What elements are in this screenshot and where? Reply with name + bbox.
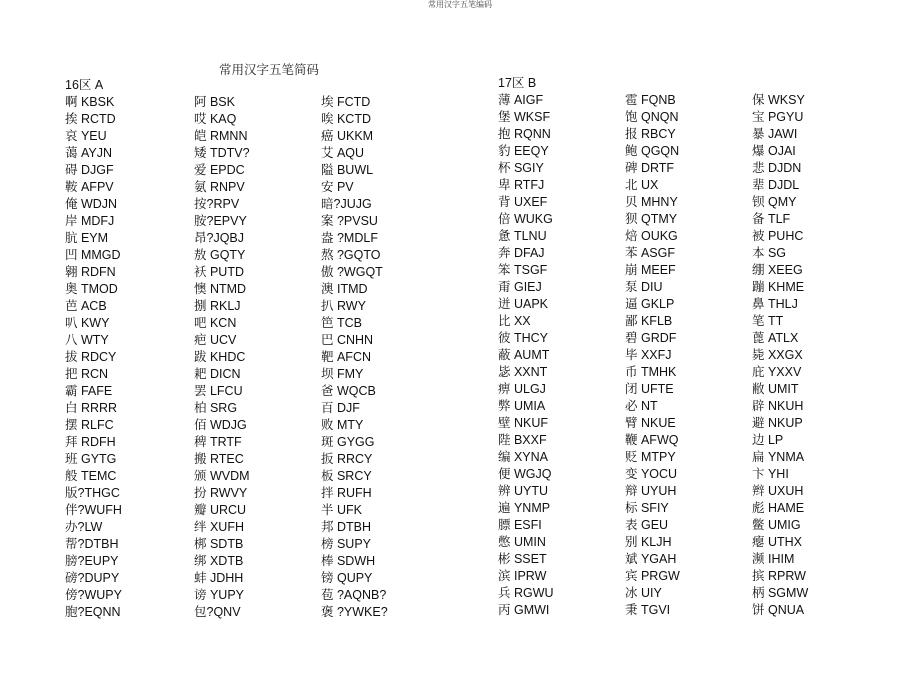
code-entry: 背 UXEF [498,195,548,209]
section-label-b: 17区 B [498,76,537,90]
code-entry: 伴?WUFH [65,503,122,517]
code-entry: 边 LP [752,433,784,447]
code-entry: 包?QNV [194,605,241,619]
code-entry: 濒 IHIM [752,552,795,566]
code-entry: 辟 NKUH [752,399,804,413]
code-entry: 堡 WKSF [498,110,551,124]
code-entry: 阿 BSK [194,95,235,109]
code-entry: 班 GYTG [65,452,117,466]
code-entry: 饱 QNQN [625,110,679,124]
code-entry: 币 TMHK [625,365,677,379]
code-entry: 钡 QMY [752,195,797,209]
code-entry: 癌 UKKM [321,129,374,143]
code-entry: 毙 XXGX [752,348,803,362]
code-entry: 绷 XEEG [752,263,803,277]
code-entry: 氨 RNPV [194,180,245,194]
code-entry: 迸 UAPK [498,297,549,311]
code-entry: 按?RPV [194,197,240,211]
code-entry: 比 XX [498,314,531,328]
code-entry: 暗?JUJG [321,197,372,211]
code-entry: 蔼 AYJN [65,146,112,160]
code-entry: 蔽 AUMT [498,348,550,362]
section-a-column-3 [321,94,388,621]
code-entry: 报 RBCY [625,127,676,141]
code-entry: 辨 UYTU [498,484,549,498]
code-entry: 倍 WUKG [498,212,553,226]
code-entry: 疤 UCV [194,333,237,347]
code-entry: 柏 SRG [194,401,238,415]
code-entry: 皑 RMNN [194,129,248,143]
code-entry: 焙 OUKG [625,229,678,243]
code-entry: 杯 SGIY [498,161,544,175]
code-entry: 编 XYNA [498,450,549,464]
code-entry: 胺?EPVY [194,214,247,228]
code-entry: 惫 TLNU [498,229,547,243]
code-entry: 狈 QTMY [625,212,678,226]
code-entry: 帮?DTBH [65,537,119,551]
code-entry: 傲 ?WGQT [321,265,383,279]
code-entry: 肮 EYM [65,231,109,245]
code-entry: 碍 DJGF [65,163,114,177]
code-entry: 盎 ?MDLF [321,231,378,245]
code-entry: 磅?DUPY [65,571,120,585]
code-entry: 憋 UMIN [498,535,546,549]
code-entry: 避 NKUP [752,416,803,430]
code-entry: 鳖 UMIG [752,518,801,532]
code-entry: 臂 NKUE [625,416,676,430]
code-entry: 表 GEU [625,518,669,532]
code-entry: 彪 HAME [752,501,805,515]
code-entry: 榜 SUPY [321,537,372,551]
code-entry: 艾 AQU [321,146,365,160]
code-entry: 哀 YEU [65,129,107,143]
code-entry: 爸 WQCB [321,384,376,398]
code-entry: 办?LW [65,520,103,534]
code-entry: 罢 LFCU [194,384,243,398]
code-entry: 吧 KCN [194,316,237,330]
code-entry: 碧 GRDF [625,331,677,345]
code-entry: 哎 KAQ [194,112,237,126]
code-entry: 标 SFIY [625,501,669,515]
page-title: 常用汉字五笔简码 [219,62,320,77]
code-entry: 谤 YUPY [194,588,245,602]
code-entry: 梆 SDTB [194,537,244,551]
code-entry: 岸 MDFJ [65,214,115,228]
code-entry: 笆 TCB [321,316,362,330]
code-entry: 熬 ?GQTO [321,248,381,262]
code-entry: 靶 AFCN [321,350,372,364]
code-entry: 暴 JAWI [752,127,798,141]
code-entry: 敝 UMIT [752,382,799,396]
code-entry: 斌 YGAH [625,552,677,566]
code-entry: 白 RRRR [65,401,118,415]
code-entry: 秉 TGVI [625,603,671,617]
code-entry: 滨 IPRW [498,569,547,583]
code-entry: 矮 TDTV? [194,146,250,160]
code-entry: 辩 UYUH [625,484,677,498]
section-label-a: 16区 A [65,78,104,92]
code-entry: 彬 SSET [498,552,547,566]
code-entry: 爆 OJAI [752,144,796,158]
code-entry: 兵 RGWU [498,586,554,600]
code-entry: 巴 CNHN [321,333,374,347]
code-entry: 跋 KHDC [194,350,246,364]
section-a-column-2 [194,94,250,621]
code-entry: 蹦 KHME [752,280,805,294]
code-entry: 绑 XDTB [194,554,244,568]
code-entry: 扒 RWY [321,299,366,313]
code-entry: 佰 WDJG [194,418,247,432]
code-entry: 辫 UXUH [752,484,804,498]
code-entry: 般 TEMC [65,469,117,483]
code-entry: 宝 PGYU [752,110,804,124]
code-entry: 辈 DJDL [752,178,800,192]
code-entry: 弊 UMIA [498,399,546,413]
code-entry: 笨 TSGF [498,263,548,277]
code-entry: 鞍 AFPV [65,180,114,194]
code-entry: 啊 KBSK [65,95,115,109]
code-entry: 棒 SDWH [321,554,376,568]
code-entry: 拔 RDCY [65,350,117,364]
code-entry: 毖 XXNT [498,365,548,379]
code-entry: 昂?JQBJ [194,231,245,245]
code-entry: 隘 BUWL [321,163,374,177]
code-entry: 唉 KCTD [321,112,372,126]
code-entry: 崩 MEEF [625,263,676,277]
code-entry: 碑 DRTF [625,161,675,175]
code-entry: 斑 GYGG [321,435,375,449]
code-entry: 泵 DIU [625,280,663,294]
code-entry: 埃 FCTD [321,95,371,109]
code-entry: 贬 MTPY [625,450,676,464]
code-entry: 闭 UFTE [625,382,674,396]
code-entry: 扮 RWVY [194,486,248,500]
code-entry: 遍 YNMP [498,501,551,515]
code-entry: 宾 PRGW [625,569,680,583]
code-entry: 瘪 UTHX [752,535,803,549]
code-entry: 爱 EPDC [194,163,245,177]
code-entry: 褒 ?YWKE? [321,605,388,619]
section-b-column-1 [498,92,554,619]
code-entry: 贝 MHNY [625,195,678,209]
code-entry: 膀?EUPY [65,554,119,568]
code-entry: 柄 SGMW [752,586,809,600]
code-entry: 卞 YHI [752,467,789,481]
code-entry: 鲍 QGQN [625,144,680,158]
code-entry: 扁 YNMA [752,450,805,464]
code-entry: 丙 GMWI [498,603,550,617]
code-entry: 颁 WVDM [194,469,250,483]
code-entry: 八 WTY [65,333,109,347]
code-entry: 奔 DFAJ [498,246,545,260]
code-entry: 安 PV [321,180,354,194]
code-entry: 邦 DTBH [321,520,372,534]
code-entry: 痹 ULGJ [498,382,546,396]
code-entry: 庇 YXXV [752,365,802,379]
code-entry: 俺 WDJN [65,197,118,211]
code-entry: 搬 RTEC [194,452,244,466]
code-entry: 扳 RRCY [321,452,373,466]
code-entry: 镑 QUPY [321,571,373,585]
section-a-column-1 [65,94,122,621]
code-entry: 耙 DICN [194,367,241,381]
code-entry: 毕 XXFJ [625,348,672,362]
code-entry: 豹 EEQY [498,144,549,158]
code-entry: 板 SRCY [321,469,372,483]
code-entry: 壁 NKUF [498,416,549,430]
code-entry: 逼 GKLP [625,297,675,311]
code-entry: 懊 NTMD [194,282,247,296]
code-entry: 被 PUHC [752,229,804,243]
code-entry: 悲 DJDN [752,161,802,175]
code-entry: 陛 BXXF [498,433,547,447]
code-entry: 败 MTY [321,418,364,432]
code-entry: 翱 RDFN [65,265,116,279]
code-entry: 凹 MMGD [65,248,121,262]
code-entry: 袄 PUTD [194,265,245,279]
code-entry: 胞?EQNN [65,605,121,619]
code-entry: 鄙 KFLB [625,314,673,328]
code-entry: 彼 THCY [498,331,549,345]
code-entry: 稗 TRTF [194,435,242,449]
code-entry: 奥 TMOD [65,282,118,296]
page-header: 常用汉字五笔编码 [428,0,492,9]
code-entry: 便 WGJQ [498,467,552,481]
code-entry: 霸 FAFE [65,384,113,398]
code-entry: 笔 TT [752,314,784,328]
code-entry: 案 ?PVSU [321,214,378,228]
code-entry: 芭 ACB [65,299,107,313]
code-entry: 别 KLJH [625,535,672,549]
code-entry: 蚌 JDHH [194,571,244,585]
code-entry: 北 UX [625,178,659,192]
code-entry: 必 NT [625,399,658,413]
section-b-column-2 [625,92,680,619]
code-entry: 保 WKSY [752,93,805,107]
code-entry: 摈 RPRW [752,569,806,583]
code-entry: 版?THGC [65,486,120,500]
code-entry: 甭 GIEJ [498,280,542,294]
code-entry: 苞 ?AQNB? [321,588,387,602]
code-entry: 挨 RCTD [65,112,116,126]
code-entry: 敖 GQTY [194,248,246,262]
code-entry: 傍?WUPY [65,588,122,602]
code-entry: 雹 FQNB [625,93,676,107]
code-entry: 蓖 ATLX [752,331,799,345]
code-entry: 半 UFK [321,503,362,517]
code-entry: 卑 RTFJ [498,178,545,192]
code-entry: 苯 ASGF [625,246,676,260]
code-entry: 冰 UIY [625,586,662,600]
section-b-column-3 [752,92,808,619]
code-entry: 抱 RQNN [498,127,551,141]
code-entry: 鞭 AFWQ [625,433,679,447]
code-entry: 绊 XUFH [194,520,245,534]
code-entry: 鼻 THLJ [752,297,798,311]
code-entry: 把 RCN [65,367,109,381]
code-entry: 叭 KWY [65,316,110,330]
code-entry: 本 SG [752,246,787,260]
code-entry: 变 YOCU [625,467,678,481]
code-entry: 坝 FMY [321,367,364,381]
code-entry: 摆 RLFC [65,418,114,432]
code-entry: 捌 RKLJ [194,299,241,313]
code-entry: 饼 QNUA [752,603,805,617]
code-entry: 备 TLF [752,212,791,226]
code-entry: 薄 AIGF [498,93,544,107]
code-entry: 拜 RDFH [65,435,116,449]
code-entry: 瓣 URCU [194,503,247,517]
code-entry: 澳 ITMD [321,282,368,296]
code-entry: 膘 ESFI [498,518,542,532]
code-entry: 百 DJF [321,401,360,415]
code-entry: 拌 RUFH [321,486,372,500]
